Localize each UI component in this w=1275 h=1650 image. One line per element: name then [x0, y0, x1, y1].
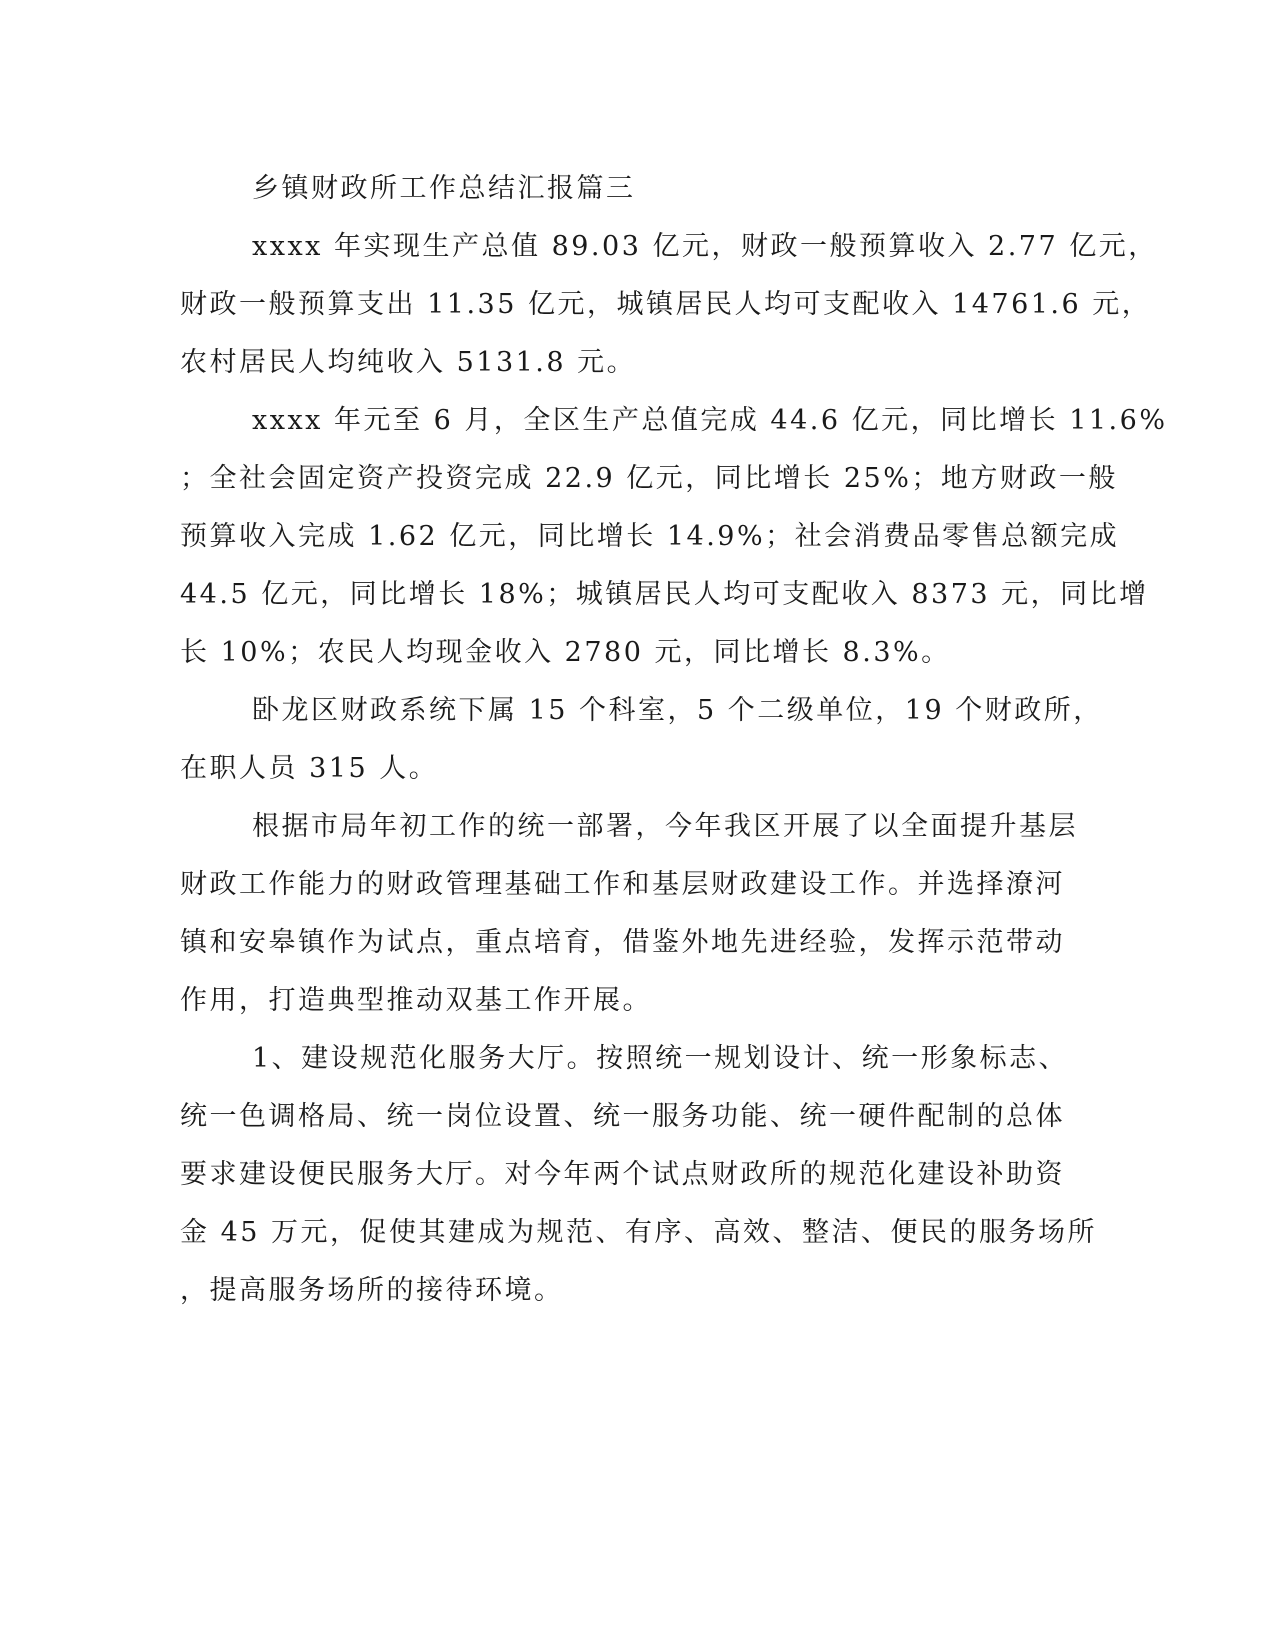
paragraph-line: ；全社会固定资产投资完成 22.9 亿元，同比增长 25%；地方财政一般	[180, 463, 1118, 494]
paragraph-5	[180, 1030, 1098, 1320]
paragraph-line: 金 45 万元，促使其建成为规范、有序、高效、整洁、便民的服务场所	[180, 1217, 1098, 1248]
paragraph-line: 1、建设规范化服务大厅。按照统一规划设计、统一形象标志、	[252, 1043, 1069, 1074]
paragraph-line: 44.5 亿元，同比增长 18%；城镇居民人均可支配收入 8373 元，同比增	[180, 579, 1149, 610]
paragraph-line: 卧龙区财政系统下属 15 个科室，5 个二级单位，19 个财政所，	[252, 695, 1103, 726]
paragraph-line: 根据市局年初工作的统一部署，今年我区开展了以全面提升基层	[252, 811, 1078, 842]
paragraph-line: ，提高服务场所的接待环境。	[180, 1275, 564, 1306]
document-title: 乡镇财政所工作总结汇报篇三	[252, 173, 636, 204]
document-body	[180, 160, 1168, 1320]
paragraph-line: 预算收入完成 1.62 亿元，同比增长 14.9%；社会消费品零售总额完成	[180, 521, 1120, 552]
paragraph-line: 长 10%；农民人均现金收入 2780 元，同比增长 8.3%。	[180, 637, 951, 668]
paragraph-4	[180, 798, 1078, 1030]
paragraph-line: 作用，打造典型推动双基工作开展。	[180, 985, 652, 1016]
paragraph-3	[180, 682, 1103, 798]
paragraph-1	[180, 218, 1158, 392]
paragraph-line: xxxx 年实现生产总值 89.03 亿元，财政一般预算收入 2.77 亿元，	[252, 231, 1158, 262]
paragraph-2	[180, 392, 1168, 682]
paragraph-line: 镇和安皋镇作为试点，重点培育，借鉴外地先进经验，发挥示范带动	[180, 927, 1065, 958]
paragraph-line: 统一色调格局、统一岗位设置、统一服务功能、统一硬件配制的总体	[180, 1101, 1065, 1132]
paragraph-line: xxxx 年元至 6 月，全区生产总值完成 44.6 亿元，同比增长 11.6%	[252, 405, 1168, 436]
paragraph-line: 财政工作能力的财政管理基础工作和基层财政建设工作。并选择潦河	[180, 869, 1065, 900]
paragraph-line: 在职人员 315 人。	[180, 753, 439, 784]
paragraph-line: 要求建设便民服务大厅。对今年两个试点财政所的规范化建设补助资	[180, 1159, 1065, 1190]
paragraph-line: 财政一般预算支出 11.35 亿元，城镇居民人均可支配收入 14761.6 元，	[180, 289, 1152, 320]
paragraph-line: 农村居民人均纯收入 5131.8 元。	[180, 347, 637, 378]
